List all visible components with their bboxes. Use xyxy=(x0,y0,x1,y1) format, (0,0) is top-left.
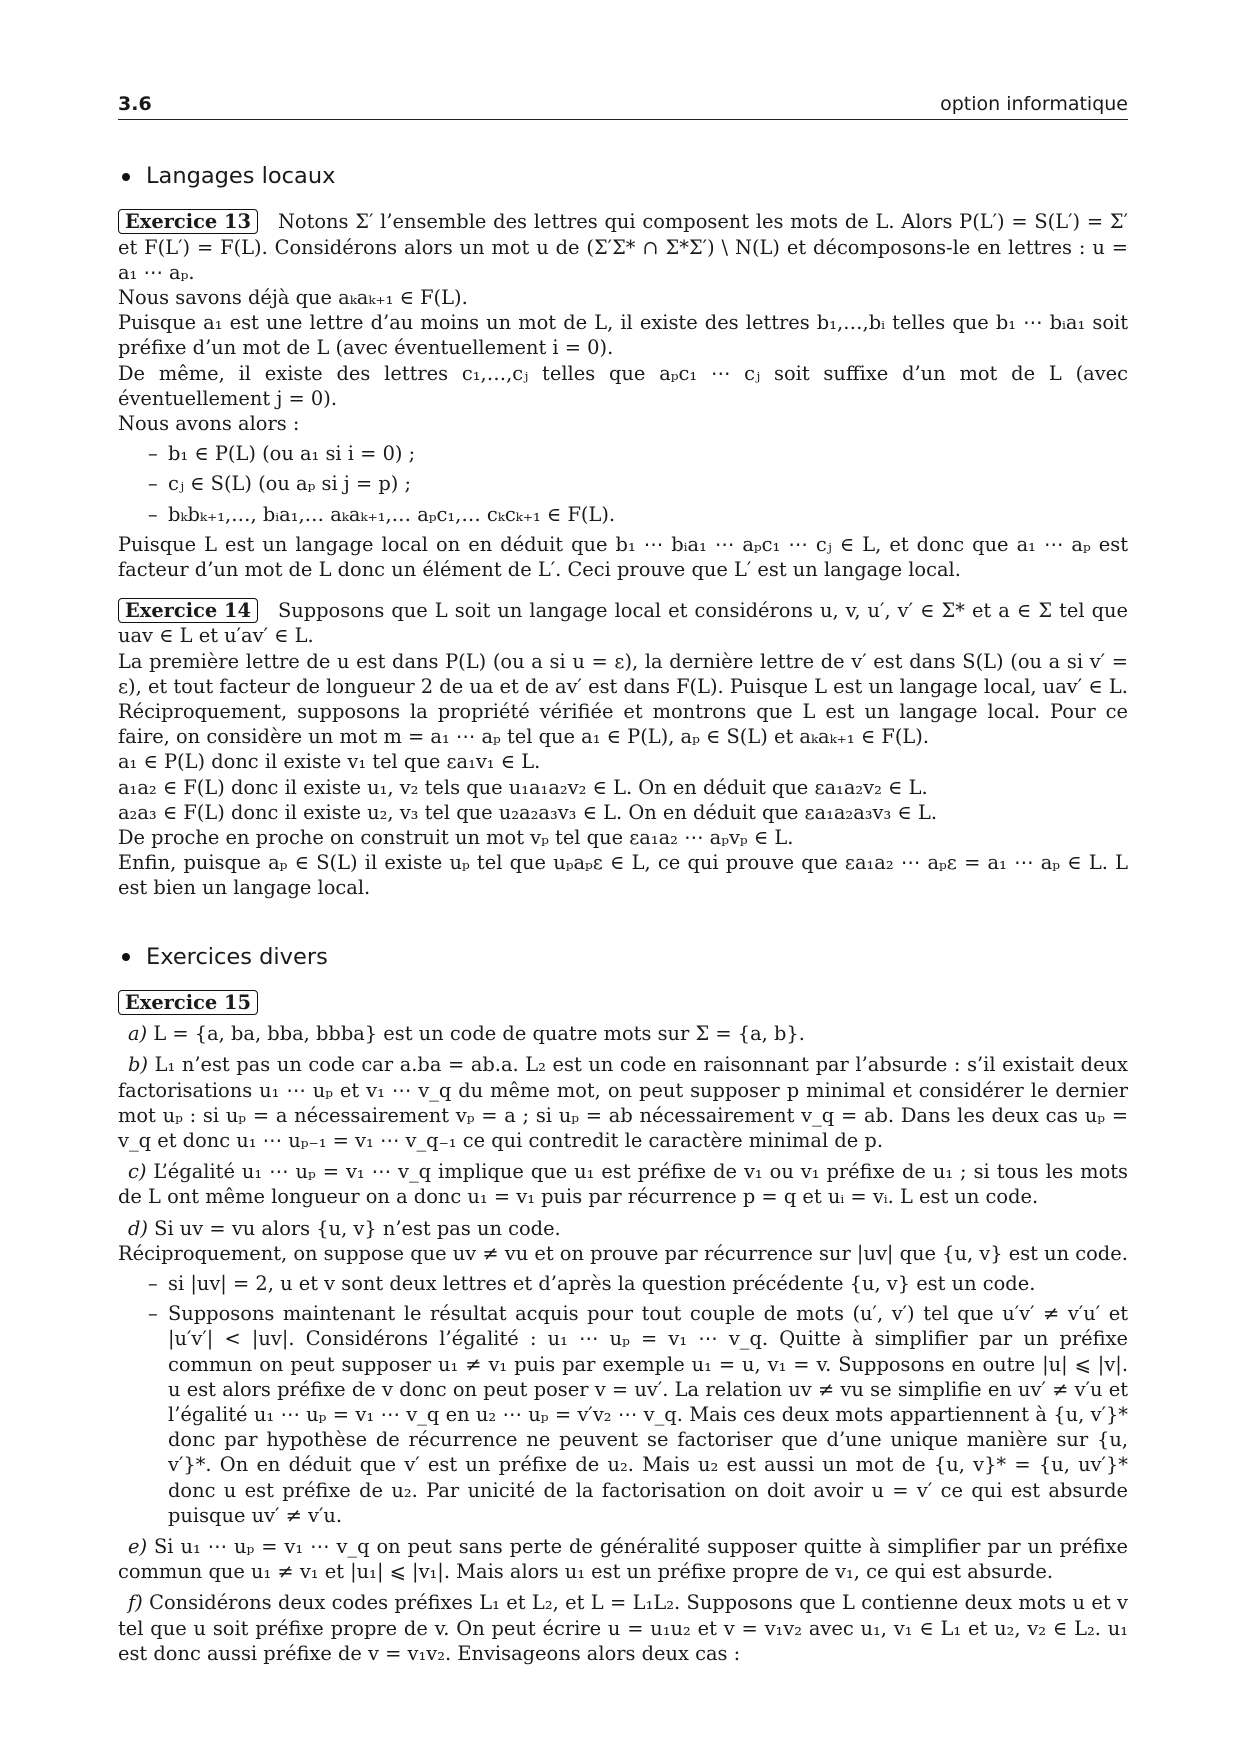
paragraph: De proche en proche on construit un mot vₚ tel que εa₁a₂ ⋯ aₚvₚ ∈ L. xyxy=(118,826,794,850)
question-label: a) xyxy=(128,1022,148,1046)
question-text: L’égalité u₁ ⋯ uₚ = v₁ ⋯ v_q implique que u₁ est préfixe de v₁ ou v₁ préfixe de u₁ ; si tous les mots de L ont même longueur on a donc u₁ = v₁ puis par récurrence p = q et uᵢ = vᵢ. L est un code. xyxy=(118,1160,1128,1209)
paragraph: Puisque L est un langage local on en déduit que b₁ ⋯ bᵢa₁ ⋯ aₚc₁ ⋯ cⱼ ∈ L, et donc que a₁ ⋯ aₚ est facteur d’un mot de L donc un élément de L′. Ceci prouve que L′ est un langage local. xyxy=(118,532,1128,582)
question-label: b) xyxy=(128,1053,148,1077)
paragraph xyxy=(118,990,1128,1015)
list-item: – b₁ ∈ P(L) (ou a₁ si i = 0) ; xyxy=(148,441,1128,466)
exercise-label: Exercice 14 xyxy=(118,598,258,623)
section-heading-divers xyxy=(118,945,1128,970)
exercise-13 xyxy=(118,209,1128,582)
list-item: – cⱼ ∈ S(L) (ou aₚ si j = p) ; xyxy=(148,471,1128,496)
paragraph-text: Supposons que L soit un langage local et considérons u, v, u′, v′ ∈ Σ* et a ∈ Σ tel que uav ∈ L et u′av′ ∈ L. xyxy=(118,599,1128,648)
paragraph: Enfin, puisque aₚ ∈ S(L) il existe uₚ tel que uₚaₚε ∈ L, ce qui prouve que εa₁a₂ ⋯ aₚε = a₁ ⋯ aₚ ∈ L. L est bien un langage local. xyxy=(118,851,1128,900)
question-text: L = {a, ba, bba, bbba} est un code de quatre mots sur Σ = {a, b}. xyxy=(153,1022,805,1046)
question-e xyxy=(118,1534,1128,1584)
exercise-14 xyxy=(118,598,1128,900)
running-header xyxy=(118,92,1128,120)
paragraph: Réciproquement, supposons la propriété vérifiée et montrons que L est un langage local. Pour ce faire, on considère un mot m = a₁ ⋯ aₚ tel que a₁ ∈ P(L), aₚ ∈ S(L) et aₖaₖ₊₁ ∈ F(L). xyxy=(118,700,1128,749)
header-title: option informatique xyxy=(940,93,1128,115)
section-title: Exercices divers xyxy=(146,943,328,970)
question-text: Si u₁ ⋯ uₚ = v₁ ⋯ v_q on peut sans perte de généralité supposer quitte à simplifier par un préfixe commun que u₁ ≠ v₁ et |u₁| ⩽ |v₁|. Mais alors u₁ est un préfixe propre de v₁, ce qui est absurde. xyxy=(118,1534,1128,1584)
question-text: Si uv = vu alors {u, v} n’est pas un code. xyxy=(154,1216,561,1240)
list-item: – Supposons maintenant le résultat acquis pour tout couple de mots (u′, v′) tel que u′v′ ≠ v′u′ et |u′v′| < |uv|. Considérons l’égalité : u₁ ⋯ uₚ = v₁ ⋯ v_q. Quitte à simplifier par un préfixe commun on peut supposer u₁ ≠ v₁ puis par exemple u₁ = u, v₁ = v. Supposons en outre |u| ⩽ |v|. u est alors préfixe de v donc on peut poser v = uv′. La relation uv ≠ vu se simplifie en uv′ ≠ v′u et l’égalité u₁ ⋯ uₚ = v₁ ⋯ v_q en u₂ ⋯ uₚ = v′v₂ ⋯ v_q. Mais ces deux mots appartiennent à {u, v′}* donc par hypothèse de récurrence ne peuvent se factoriser que d’une unique manière sur {u, v′}*. On en déduit que v′ est un préfixe de u₂. Mais u₂ est aussi un mot de {u, v}* = {u, uv′}* donc u est préfixe de u₂. Par unicité de la factorisation on doit avoir u = v′ ce qui est absurde puisque uv′ ≠ v′u. xyxy=(148,1301,1128,1528)
list xyxy=(118,1271,1128,1528)
paragraph: a₁ ∈ P(L) donc il existe v₁ tel que εa₁v₁ ∈ L. xyxy=(118,750,541,774)
paragraph: Puisque a₁ est une lettre d’au moins un mot de L, il existe des lettres b₁,…,bᵢ telles que b₁ ⋯ bᵢa₁ soit préfixe d’un mot de L (avec éventuellement i = 0). xyxy=(118,311,1128,360)
question-c xyxy=(118,1159,1128,1209)
exercise-label: Exercice 15 xyxy=(118,990,258,1015)
paragraph xyxy=(118,598,1128,648)
paragraph: a₁a₂ ∈ F(L) donc il existe u₁, v₂ tels que u₁a₁a₂v₂ ∈ L. On en déduit que εa₁a₂v₂ ∈ L. xyxy=(118,775,928,799)
bullet-icon xyxy=(122,953,130,961)
bullet-icon xyxy=(122,173,130,181)
page xyxy=(118,92,1128,1666)
list-item: – si |uv| = 2, u et v sont deux lettres et d’après la question précédente {u, v} est un code. xyxy=(148,1271,1128,1296)
list-item: – bₖbₖ₊₁,…, bᵢa₁,… aₖaₖ₊₁,… aₚc₁,… cₖcₖ₊₁ ∈ F(L). xyxy=(148,502,1128,527)
question-label: c) xyxy=(128,1160,147,1184)
section-title: Langages locaux xyxy=(146,163,336,190)
paragraph xyxy=(118,209,1128,285)
question-text: L₁ n’est pas un code car a.ba = ab.a. L₂ est un code en raisonnant par l’absurde : s’il existait deux factorisations u₁ ⋯ uₚ et v₁ ⋯ v_q du même mot, on peut supposer p minimal et considérer le dernier mot uₚ : si uₚ = a nécessairement vₚ = a ; si uₚ = ab nécessairement v_q = ab. Dans les deux cas uₚ = v_q et donc u₁ ⋯ uₚ₋₁ = v₁ ⋯ v_q₋₁ ce qui contredit le caractère minimal de p. xyxy=(118,1053,1128,1152)
question-a xyxy=(118,1021,1128,1046)
paragraph: a₂a₃ ∈ F(L) donc il existe u₂, v₃ tel que u₂a₂a₃v₃ ∈ L. On en déduit que εa₁a₂a₃v₃ ∈ L. xyxy=(118,800,937,824)
paragraph: Réciproquement, on suppose que uv ≠ vu et on prouve par récurrence sur |uv| que {u, v} est un code. xyxy=(118,1241,1128,1265)
question-f xyxy=(118,1590,1128,1666)
exercise-15 xyxy=(118,990,1128,1666)
question-label: e) xyxy=(128,1534,148,1558)
section-number: 3.6 xyxy=(118,93,152,115)
question-label: d) xyxy=(128,1216,148,1240)
question-text: Considérons deux codes préfixes L₁ et L₂, et L = L₁L₂. Supposons que L contienne deux mots u et v tel que u soit préfixe propre de v. On peut écrire u = u₁u₂ et v = v₁v₂ avec u₁, v₁ ∈ L₁ et u₂, v₂ ∈ L₂. u₁ est donc aussi préfixe de v = v₁v₂. Envisageons alors deux cas : xyxy=(118,1591,1128,1665)
question-b xyxy=(118,1052,1128,1153)
spacer xyxy=(118,582,1128,598)
paragraph: La première lettre de u est dans P(L) (ou a si u = ε), la dernière lettre de v′ est dans S(L) (ou a si v′ = ε), et tout facteur de longueur 2 de ua et de av′ est dans F(L). Puisque L est un langage local, uav′ ∈ L. xyxy=(118,649,1128,698)
paragraph: Nous avons alors : xyxy=(118,412,300,436)
section-heading-locaux xyxy=(118,164,1128,189)
exercise-label: Exercice 13 xyxy=(118,209,258,234)
paragraph: Nous savons déjà que aₖaₖ₊₁ ∈ F(L). xyxy=(118,286,468,310)
question-label: f) xyxy=(128,1591,143,1615)
list xyxy=(118,441,1128,527)
paragraph-text: Notons Σ′ l’ensemble des lettres qui composent les mots de L. Alors P(L′) = S(L′) = Σ′ et F(L′) = F(L). Considérons alors un mot u de (Σ′Σ* ∩ Σ*Σ′) \ N(L) et décomposons-le en lettres : u = a₁ ⋯ aₚ. xyxy=(118,210,1128,284)
question-d xyxy=(118,1216,1128,1241)
paragraph: De même, il existe des lettres c₁,…,cⱼ telles que aₚc₁ ⋯ cⱼ soit suffixe d’un mot de L (avec éventuellement j = 0). xyxy=(118,361,1128,410)
